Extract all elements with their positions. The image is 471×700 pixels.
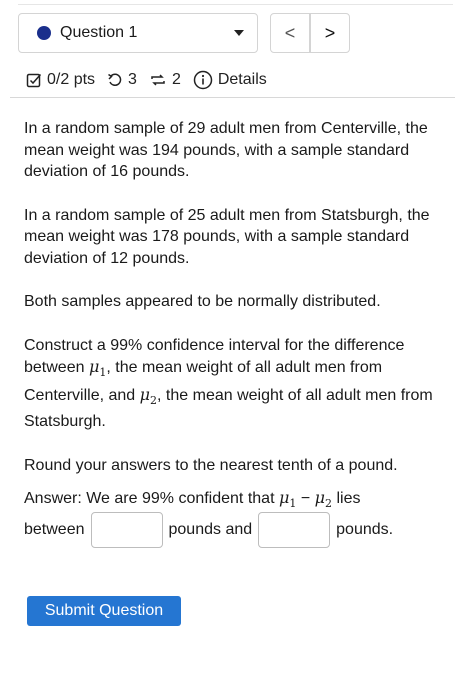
minus-sign: − [300, 490, 311, 507]
submit-question-button[interactable]: Submit Question [27, 596, 181, 626]
between-label: between [24, 521, 85, 538]
undo-icon [107, 72, 123, 88]
mu1-symbol: $\mu_1$ [88, 357, 107, 380]
paragraph-statsburgh: In a random sample of 25 adult men from Statsburgh, the mean weight was 178 pounds, with a sample standard deviation of 12 pounds. [24, 206, 430, 267]
details-link[interactable] [193, 70, 267, 90]
question-body [24, 118, 449, 498]
question-status-dot [37, 26, 51, 40]
pounds-and-label: pounds and [168, 521, 253, 538]
details-label: Details [217, 71, 267, 88]
score-group [26, 71, 95, 89]
paragraph-normality: Both samples appeared to be normally distributed. [24, 293, 381, 310]
info-icon [193, 70, 213, 90]
instruction-text-c: , the mean weight of all adult men from Statsburgh. [24, 386, 433, 431]
answer-prefix: Answer: We are 99% confident that [24, 490, 275, 507]
upper-bound-input[interactable] [258, 512, 330, 548]
lower-bound-input[interactable] [91, 512, 163, 548]
attempts-count: 2 [171, 71, 181, 88]
next-question-button[interactable]: > [310, 13, 350, 53]
answer-inputs-row [24, 512, 393, 548]
answer-prompt [24, 488, 361, 510]
pounds-end-label: pounds. [336, 521, 394, 538]
mu2-symbol: $\mu_2$ [139, 384, 158, 407]
question-selector-label: Question 1 [60, 24, 138, 41]
top-divider [18, 4, 453, 5]
answer-mu2: $\mu_2$ [314, 488, 333, 511]
question-meta-bar [26, 70, 279, 90]
paragraph-rounding: Round your answers to the nearest tenth of a pound. [24, 456, 398, 474]
answer-mu1: $\mu_1$ [278, 488, 297, 511]
meta-divider [10, 97, 455, 98]
answer-suffix: lies [336, 490, 361, 507]
instruction-text-a: Construct a 99% confidence interval for the difference between [24, 336, 405, 376]
paragraph-centerville: In a random sample of 29 adult men from Centerville, the mean weight was 194 pounds, with a sample standard deviation of 16 pounds. [24, 120, 428, 180]
score-text: 0/2 pts [47, 71, 96, 88]
checkbox-icon [26, 72, 42, 88]
caret-down-icon [234, 30, 244, 36]
retries-count: 3 [128, 71, 137, 88]
instruction-text-b: , the mean weight of all adult men from Centerville, and [24, 359, 383, 404]
retry-arrows-icon [149, 72, 167, 88]
question-selector[interactable] [18, 13, 258, 53]
attempts-group [149, 71, 181, 89]
retries-group [107, 71, 137, 89]
previous-question-button[interactable]: < [270, 13, 310, 53]
paragraph-instructions [24, 335, 449, 433]
